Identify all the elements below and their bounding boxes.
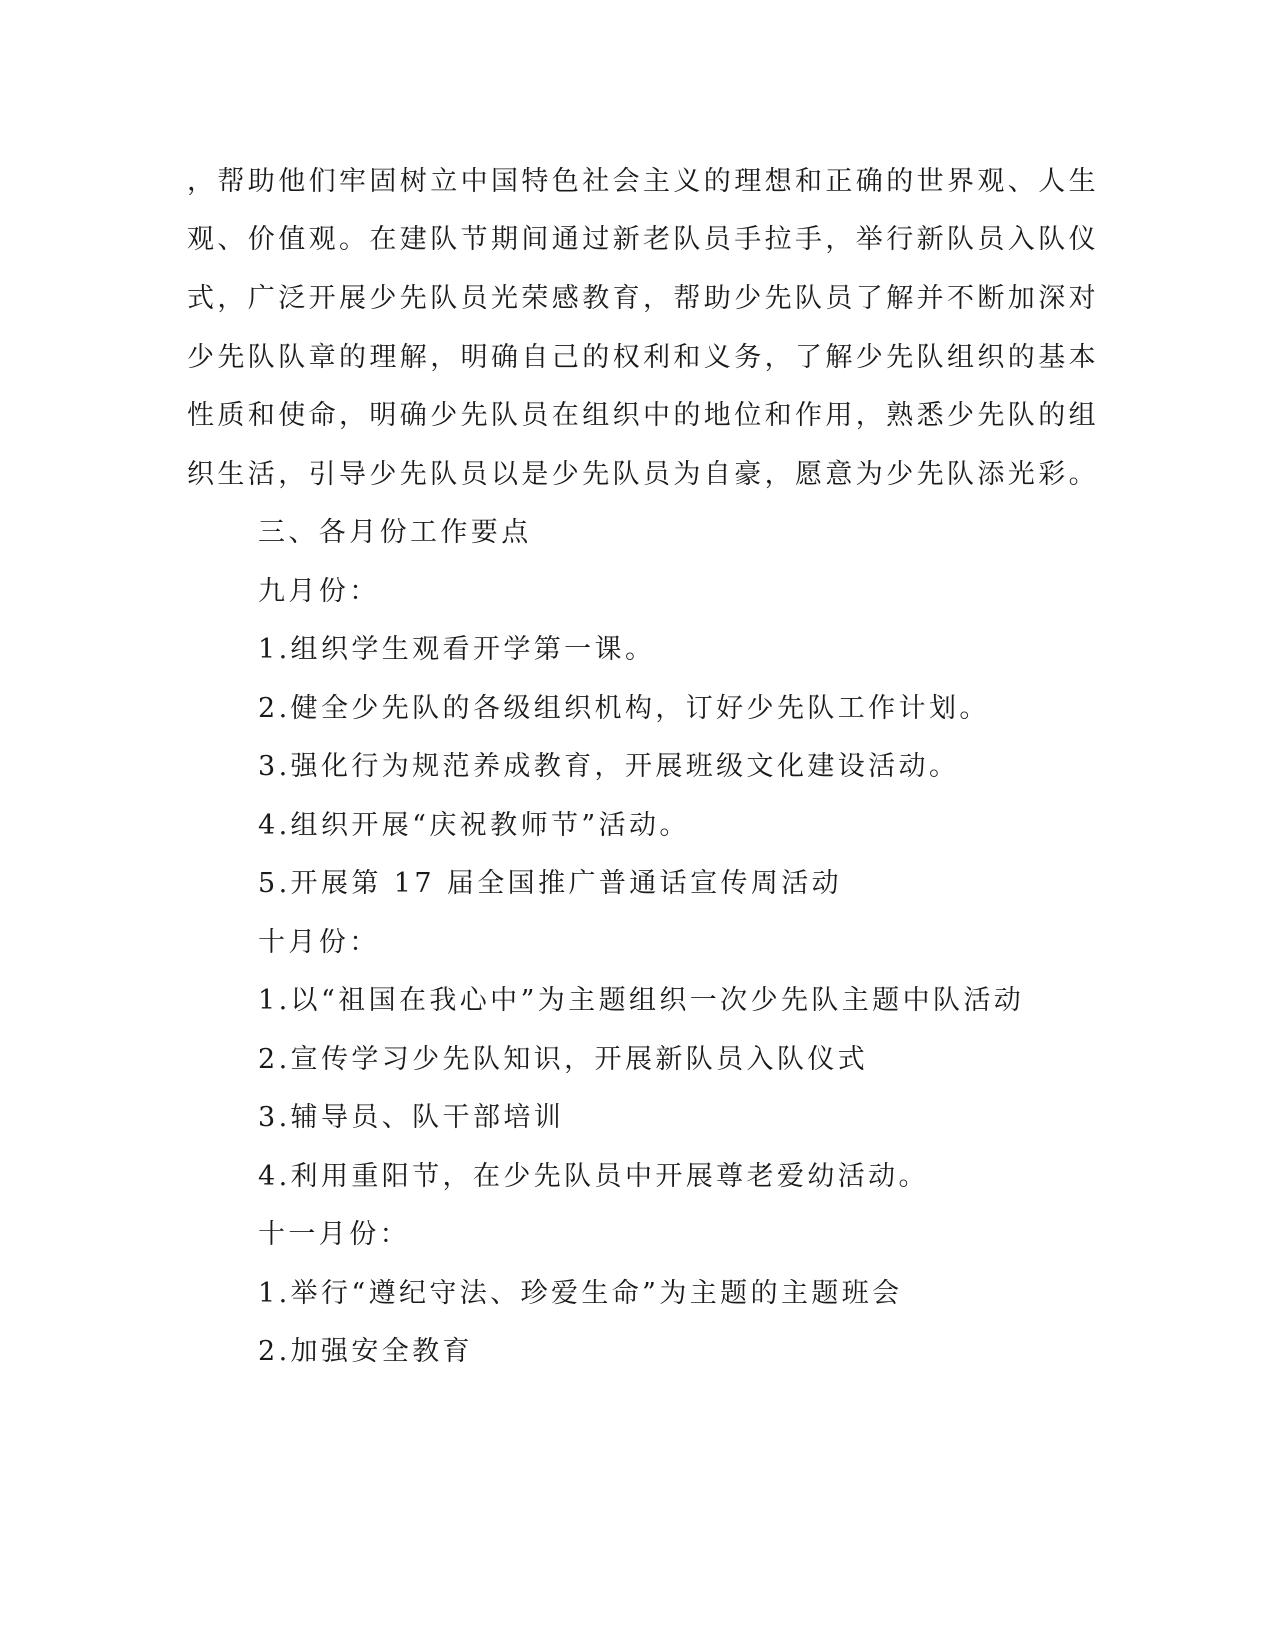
list-item: 1.举行“遵纪守法、珍爱生命”为主题的主题班会 [258,1278,903,1309]
month-heading-october: 十月份： [258,927,380,958]
list-item: 1.以“祖国在我心中”为主题组织一次少先队主题中队活动 [258,985,1025,1016]
list-item: 1.组织学生观看开学第一课。 [258,634,656,665]
list-item: 4.利用重阳节，在少先队员中开展尊老爱幼活动。 [258,1161,929,1192]
list-item: 3.辅导员、队干部培训 [258,1102,565,1133]
list-item: 2.加强安全教育 [258,1336,473,1367]
list-item: 2.宣传学习少先队知识，开展新队员入队仪式 [258,1044,869,1075]
section-heading: 三、各月份工作要点 [258,517,532,548]
paragraph-line: 式，广泛开展少先队员光荣感教育，帮助少先队员了解并不断加深对 [187,283,1099,314]
paragraph-line: 织生活，引导少先队员以是少先队员为自豪，愿意为少先队添光彩。 [187,459,1099,490]
paragraph-line: 性质和使命，明确少先队员在组织中的地位和作用，熟悉少先队的组 [187,400,1099,431]
list-item: 2.健全少先队的各级组织机构，订好少先队工作计划。 [258,693,990,724]
list-item: 5.开展第 17 届全国推广普通话宣传周活动 [258,868,843,899]
month-heading-november: 十一月份： [258,1219,410,1250]
paragraph-line: ，帮助他们牢固树立中国特色社会主义的理想和正确的世界观、人生 [187,166,1099,197]
paragraph-line: 少先队队章的理解，明确自己的权利和义务，了解少先队组织的基本 [187,342,1099,373]
paragraph-line: 观、价值观。在建队节期间通过新老队员手拉手，举行新队员入队仪 [187,224,1099,255]
list-item: 3.强化行为规范养成教育，开展班级文化建设活动。 [258,751,960,782]
month-heading-september: 九月份： [258,576,380,607]
list-item: 4.组织开展“庆祝教师节”活动。 [258,810,690,841]
